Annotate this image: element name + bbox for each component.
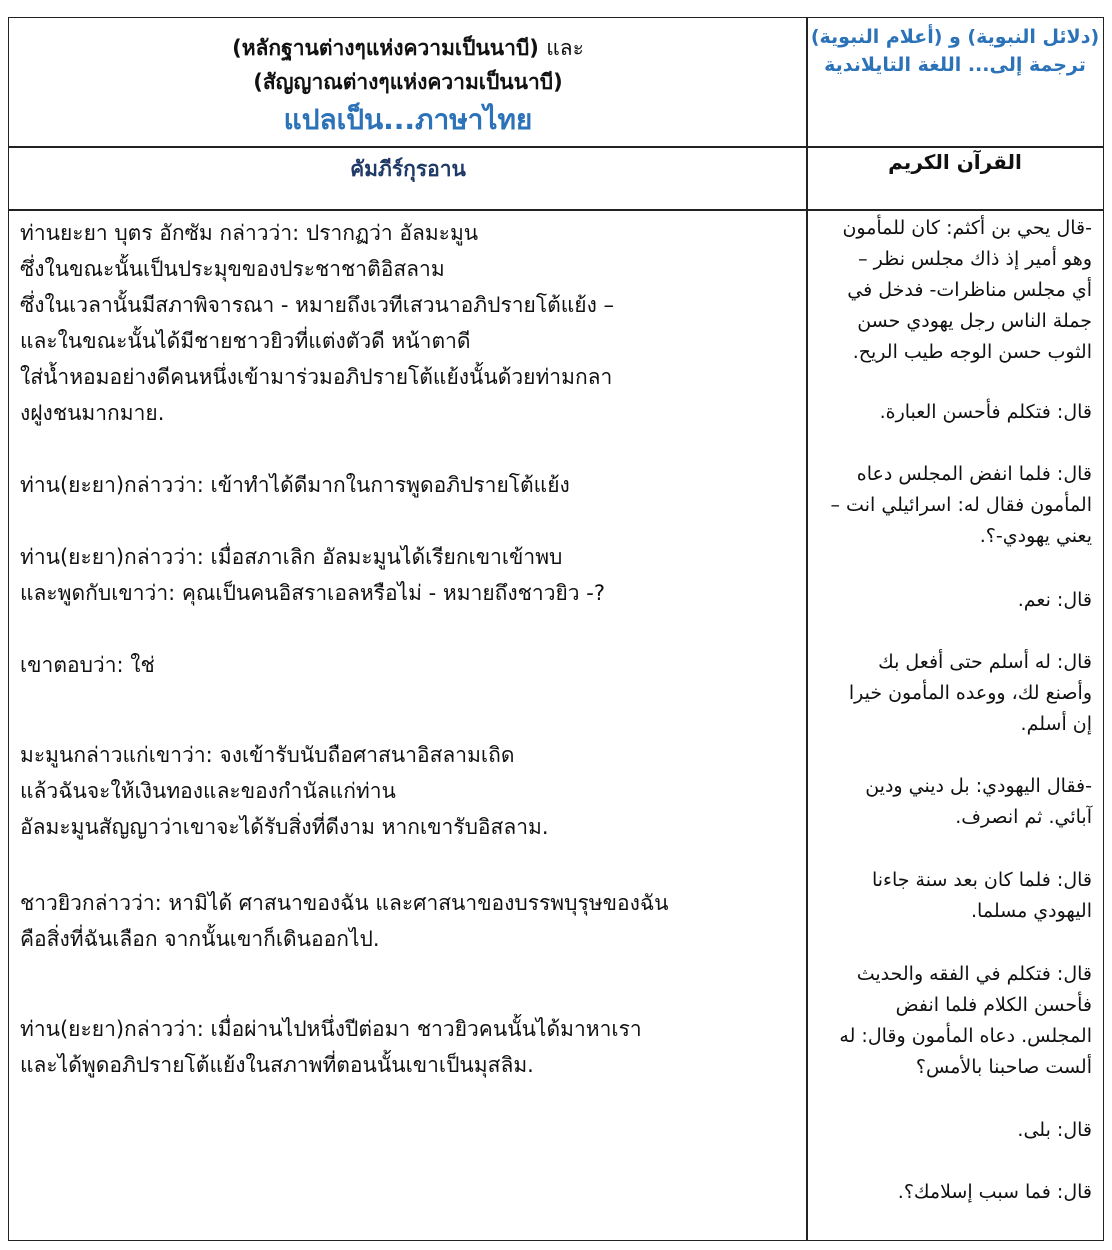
thai-line: ท่านยะยา บุตร อักซัม กล่าวว่า: ปรากฏว่า อัลมะมูน [20, 221, 479, 245]
thai-title-line1 [10, 31, 806, 65]
arabic-line: قال: فلما انفض المجلس دعاه [856, 463, 1092, 485]
arabic-paragraph [820, 865, 1092, 927]
thai-line: ซึ่งในเวลานั้นมีสภาพิจารณา - หมายถึงเวทีเสวนาอภิปรายโต้แย้ง – [20, 293, 615, 317]
thai-title-text1: (หลักฐานต่างๆแห่งความเป็นนาบี) [232, 36, 539, 60]
thai-line: ชาวยิวกล่าวว่า: หามิได้ ศาสนาของฉัน และศาสนาของบรรพบุรุษของฉัน [20, 891, 669, 915]
thai-body-cell [10, 211, 806, 1239]
thai-line: เขาตอบว่า: ใช่ [20, 653, 155, 677]
thai-subhead: คัมภีร์กุรอาน [350, 157, 466, 181]
arabic-line: وأصنع لك، ووعده المأمون خيرا [848, 682, 1092, 704]
thai-title-cell [10, 19, 806, 145]
arabic-paragraph [820, 459, 1092, 552]
arabic-line: فأحسن الكلام فلما انفض [895, 994, 1092, 1016]
thai-line: ใส่น้ำหอมอย่างดีคนหนึ่งเข้ามาร่วมอภิปรายโต้แย้งนั้นด้วยท่ามกลา [20, 365, 613, 389]
arabic-line: قال: له أسلم حتى أفعل بك [878, 651, 1092, 673]
arabic-line: المجلس. دعاه المأمون وقال: له [839, 1025, 1092, 1047]
arabic-line: المأمون فقال له: اسرائيلي انت – [830, 494, 1092, 516]
arabic-paragraph [820, 959, 1092, 1083]
thai-line: ซึ่งในขณะนั้นเป็นประมุขของประชาชาติอิสลาม [20, 257, 445, 281]
thai-paragraph [20, 467, 798, 503]
arabic-line: وهو أمير إذ ذاك مجلس نظر – [858, 248, 1092, 270]
arabic-line: -فقال اليهودي: بل ديني ودين [865, 775, 1092, 797]
arabic-line: قال: فلما كان بعد سنة جاءنا [871, 869, 1092, 891]
thai-line: ท่าน(ยะยา)กล่าวว่า: เข้าทำได้ดีมากในการพูดอภิปรายโต้แย้ง [20, 473, 570, 497]
thai-line: ท่าน(ยะยา)กล่าวว่า: เมื่อผ่านไปหนึ่งปีต่อมา ชาวยิวคนนั้นได้มาหาเรา [20, 1017, 642, 1041]
thai-line: ท่าน(ยะยา)กล่าวว่า: เมื่อสภาเลิก อัลมะมูนได้เรียกเขาเข้าพบ [20, 545, 563, 569]
arabic-title-line1: (دلائل النبوية) و (أعلام النبوية) [810, 26, 1100, 48]
arabic-paragraph [820, 1177, 1092, 1208]
arabic-subhead: القرآن الكريم [888, 150, 1022, 174]
arabic-paragraph [820, 585, 1092, 616]
arabic-title-cell [808, 19, 1102, 145]
thai-line: และพูดกับเขาว่า: คุณเป็นคนอิสราเอลหรือไม่ - หมายถึงชาวยิว -? [20, 581, 605, 605]
thai-title-line2: (สัญญาณต่างๆแห่งความเป็นนาบี) [253, 70, 563, 94]
arabic-line: قال: بلى. [1017, 1119, 1092, 1141]
arabic-line: يعني يهودي-؟. [979, 525, 1092, 547]
arabic-line: قال: فما سبب إسلامك؟. [897, 1181, 1092, 1203]
thai-paragraph [20, 737, 798, 845]
arabic-paragraph [820, 213, 1092, 368]
arabic-line: اليهودي مسلما. [971, 900, 1092, 922]
thai-line: และในขณะนั้นได้มีชายชาวยิวที่แต่งตัวดี หน้าตาดี [20, 329, 471, 353]
arabic-line: ألست صاحبنا بالأمس؟ [915, 1056, 1092, 1078]
thai-title-and: และ [546, 36, 584, 60]
arabic-line: جملة الناس رجل يهودي حسن [857, 310, 1092, 332]
arabic-paragraph [820, 647, 1092, 740]
arabic-paragraph [820, 771, 1092, 833]
arabic-line: الثوب حسن الوجه طيب الريح. [852, 341, 1092, 363]
arabic-line: -قال يحي بن أكثم: كان للمأمون [842, 217, 1092, 239]
arabic-line: قال: نعم. [1017, 589, 1092, 611]
thai-line: และได้พูดอภิปรายโต้แย้งในสภาพที่ตอนนั้นเขาเป็นมุสลิม. [20, 1053, 534, 1077]
arabic-paragraph [820, 397, 1092, 428]
thai-paragraph [20, 1011, 798, 1083]
thai-paragraph [20, 215, 798, 431]
arabic-line: أي مجلس مناظرات- فدخل في [847, 279, 1092, 301]
arabic-title-line2: ترجمة إلى... اللغة التايلاندية [824, 54, 1086, 76]
arabic-line: إن أسلم. [1020, 713, 1092, 735]
arabic-line: آبائي. ثم انصرف. [955, 806, 1092, 828]
arabic-paragraph [820, 1115, 1092, 1146]
thai-line: มะมูนกล่าวแก่เขาว่า: จงเข้ารับนับถือศาสนาอิสลามเถิด [20, 743, 515, 767]
arabic-body-cell [808, 211, 1102, 1239]
thai-paragraph [20, 647, 798, 683]
thai-translate-heading: แปลเป็น...ภาษาไทย [283, 103, 533, 136]
thai-line: แล้วฉันจะให้เงินทองและของกำนัลแก่ท่าน [20, 779, 396, 803]
thai-line: งฝูงชนมากมาย. [20, 401, 165, 425]
arabic-line: قال: فتكلم فأحسن العبارة. [879, 401, 1092, 423]
thai-line: คือสิ่งที่ฉันเลือก จากนั้นเขาก็เดินออกไป. [20, 927, 380, 951]
thai-paragraph [20, 539, 798, 611]
thai-line: อัลมะมูนสัญญาว่าเขาจะได้รับสิ่งที่ดีงาม หากเขารับอิสลาม. [20, 815, 549, 839]
thai-paragraph [20, 885, 798, 957]
arabic-line: قال: فتكلم في الفقه والحديث [856, 963, 1092, 985]
